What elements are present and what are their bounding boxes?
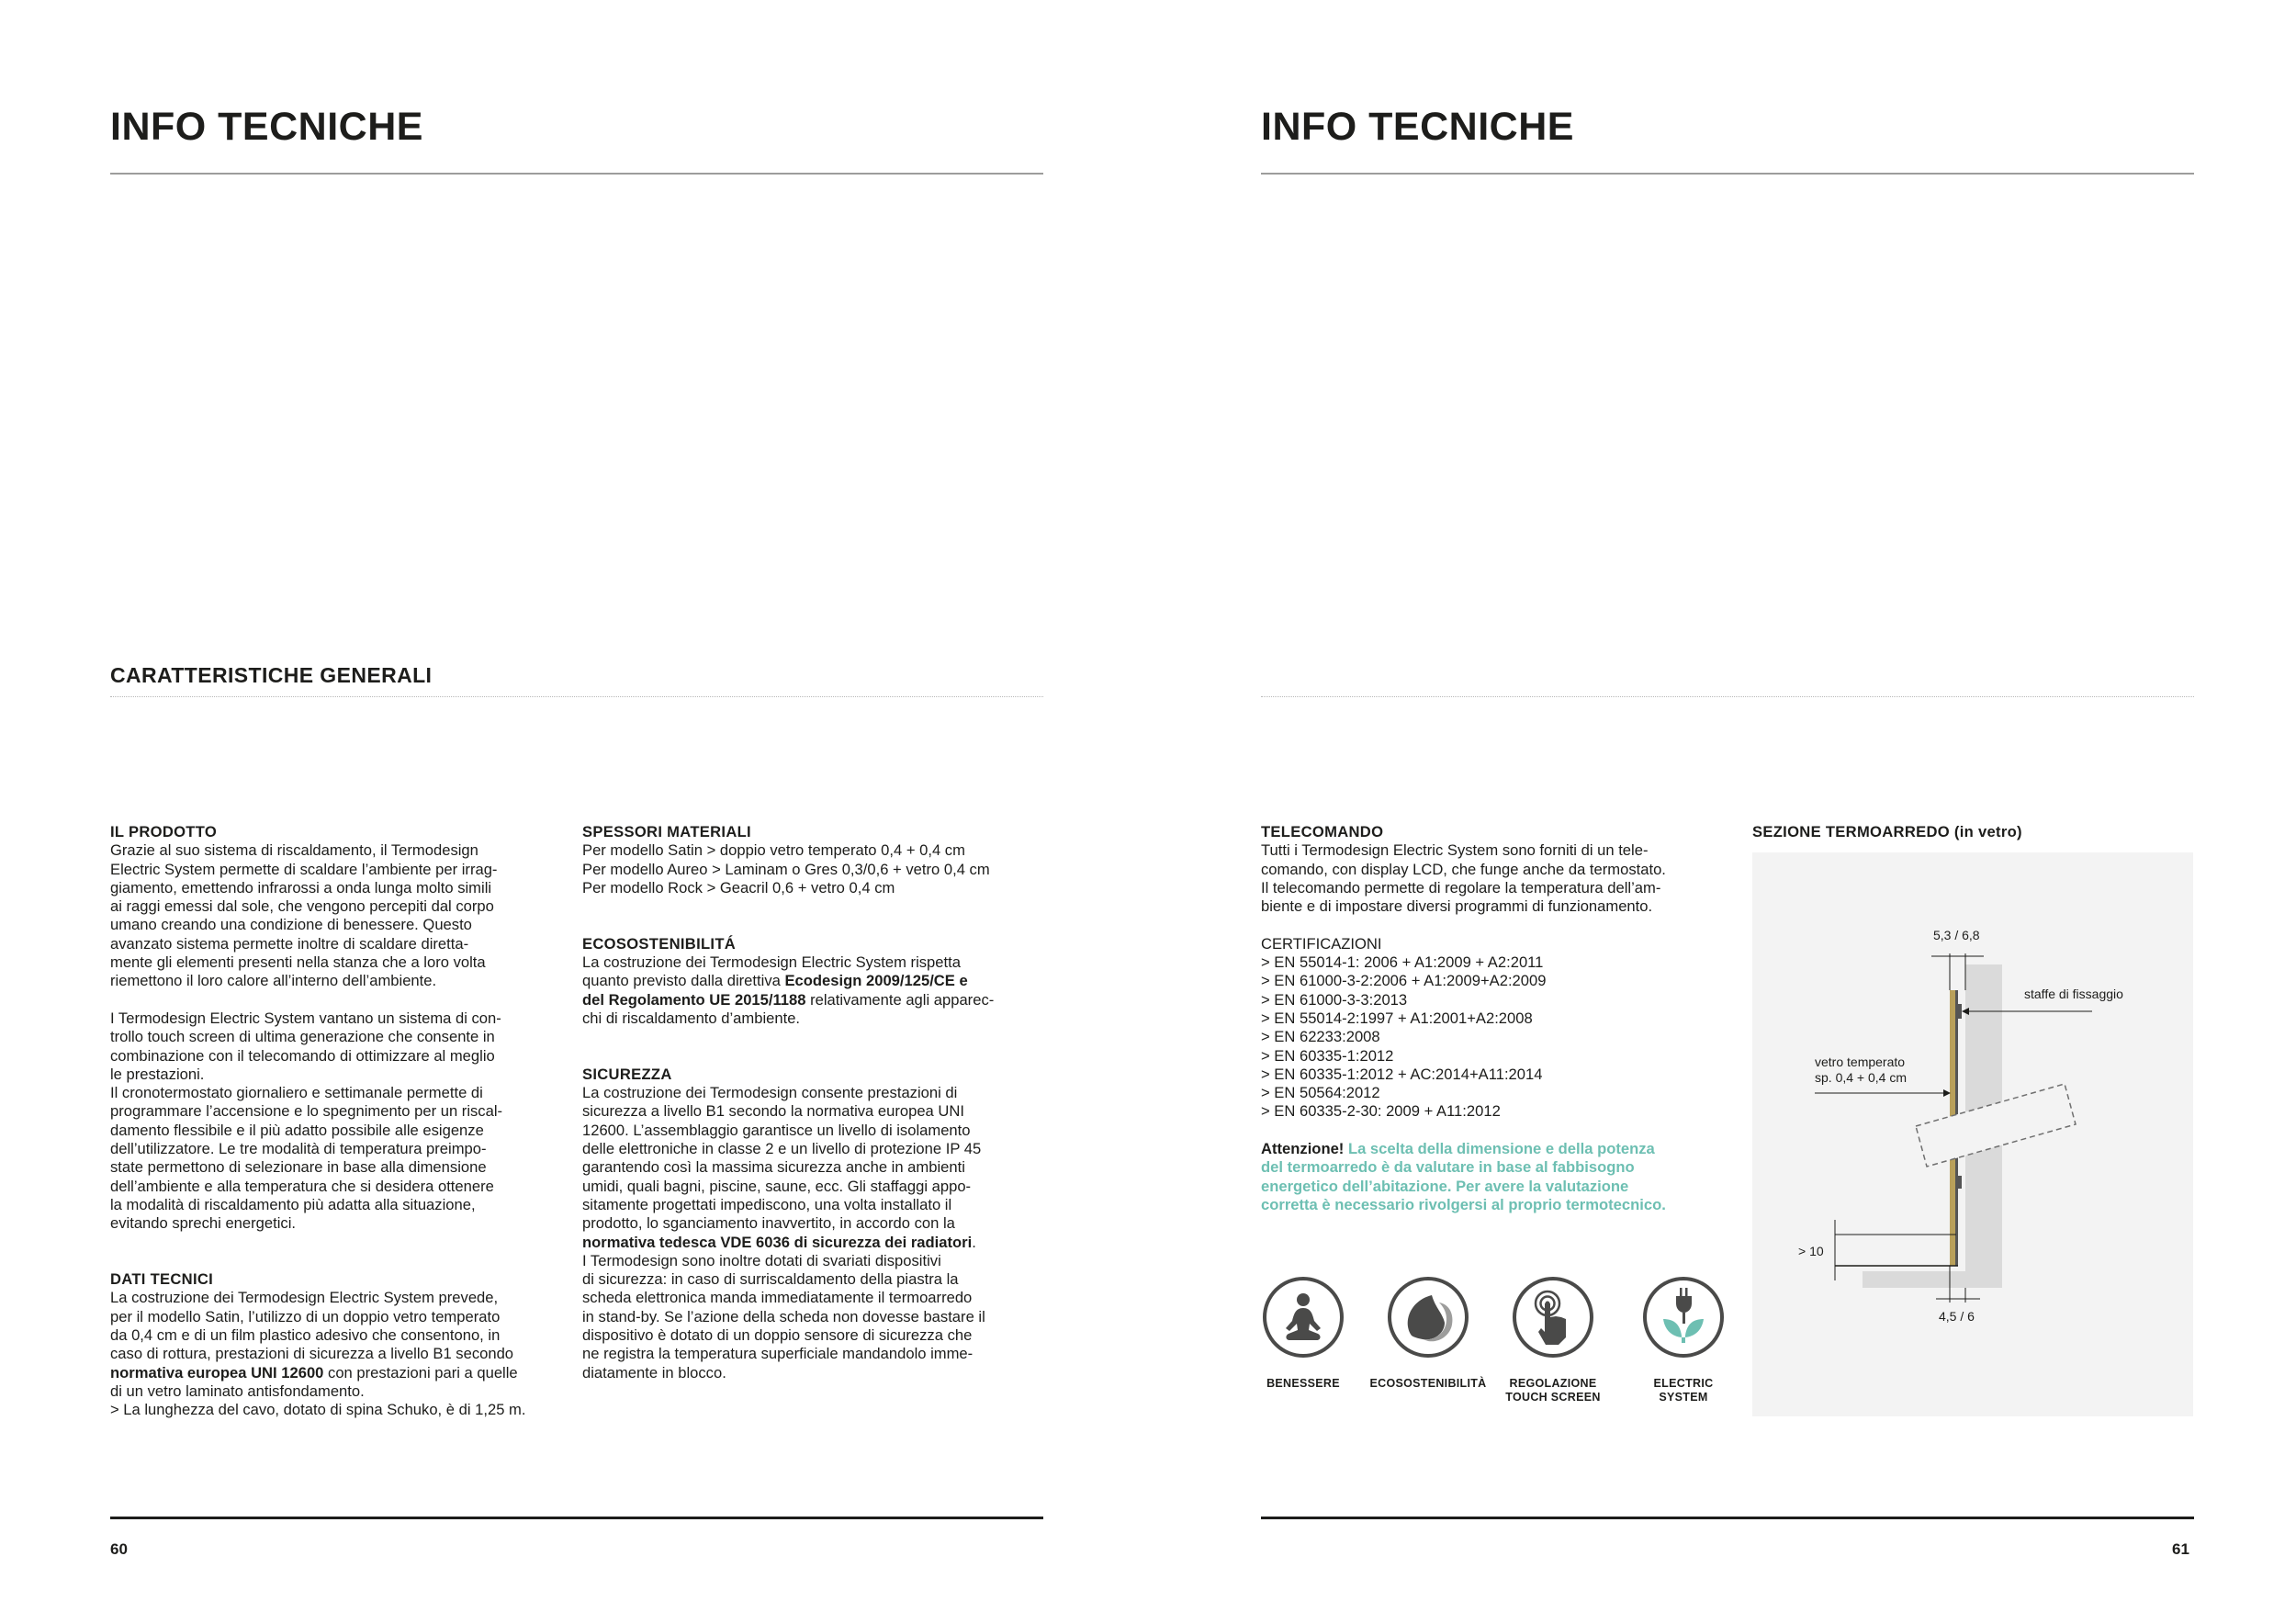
right-page-title: INFO TECNICHE [1261, 105, 1574, 149]
certification-item: > EN 61000-3-2:2006 + A1:2009+A2:2009 [1261, 972, 1547, 990]
column-materiali: SPESSORI MATERIALI Per modello Satin > doppio vetro temperato 0,4 + 0,4 cm Per modello Aureo > Laminam o Gres 0,3/0,6 + vetro 0,4 cm Per modello Rock > Geacril 0,6 + vetro 0,4 cm ECOSOSTENIBILITÁ La costruzione dei Termodesign Electric System rispetta quanto previsto dalla direttiva Ecodesign 2009/125/CE e del Regolamento UE 2015/1188 relativamente agli apparec- chi di riscaldamento d’ambiente. SICUREZZA La costruzione dei Termodesign consente prestazioni di sicurezza a livello B1 secondo la normativa europea UNI 12600. L’assemblaggio garantisce un livello di isolamento delle elettroniche in classe 2 e un livello di protezione IP 45 garantendo così la massima sicurezza anche in ambienti umidi, quali bagni, piscine, saune, ecc. Gli staffaggi appo- sitamente progettati impediscono, una volta installato il prodotto, lo sganciamento inavvertito, in accordo con la normativa tedesca VDE 6036 di sicurezza dei radiatori. I Termodesign sono inoltre dotati di svariati dispositivi di sicurezza: in caso di surriscaldamento della piastra la scheda elettronica manda immediatamente il termoarredo in stand-by. Se l’azione della scheda non dovesse bastare il dispositivo è dotato di un doppio sensore di sicurezza che ne registra la temperatura superficiale mandandolo imme- diatamente in blocco. [582, 823, 1051, 1382]
right-dotted-rule [1261, 696, 2194, 697]
vetro-label: vetro temperato sp. 0,4 + 0,4 cm [1815, 1054, 1907, 1085]
certification-item: > EN 55014-2:1997 + A1:2001+A2:2008 [1261, 1009, 1533, 1027]
meditation-icon [1261, 1275, 1345, 1359]
prodotto-paragraph-1: Grazie al suo sistema di riscaldamento, il Termodesign Electric System permette di scaldare l’ambiente per irrag- giamento, emettendo infrarossi a onda lunga molto simili ai raggi emessi dal sole, che vengono percepiti dal corpo umano creando una condizione di benessere. Questo avanzato sistema permette inoltre di scaldare diretta- mente gli elementi presenti nella stanza che a loro volta riemettono il loro calore all’interno dell’ambiente. [110, 841, 498, 990]
certification-item: > EN 61000-3-3:2013 [1261, 990, 1408, 1009]
certification-item: > EN 50564:2012 [1261, 1084, 1380, 1102]
icon-label-touch: REGOLAZIONE TOUCH SCREEN [1505, 1377, 1601, 1404]
icon-label-benessere: BENESSERE [1266, 1377, 1340, 1390]
column-telecomando: TELECOMANDO Tutti i Termodesign Electric System sono forniti di un tele- comando, con display LCD, che funge anche da termostato. Il telecomando permette di regolare la temperatura dell’am- biente e di impostare diversi programmi di funzionamento. CERTIFICAZIONI > EN 55014-1: 2006 + A1:2009 + A2:2011 > EN 61000-3-2:2006 + A1:2009+A2:2009 > EN 61000-3-3:2013 > EN 55014-2:1997 + A1:2001+A2:2008 > EN 62233:2008 > EN 60335-1:2012 > EN 60335-1:2012 + AC:2014+A11:2014 > EN 50564:2012 > EN 60335-2-30: 2009 + A11:2012 Attenzione! La scelta della dimensione e della potenza del termoarredo è da valutare in base al fabbisogno energetico dell’abitazione. Per avere la valutazione corretta è necessario rivolgersi al proprio termotecnico. [1261, 823, 1729, 1214]
section-title: CARATTERISTICHE GENERALI [110, 663, 433, 687]
heading-ecosostenibilita: ECOSOSTENIBILITÁ [582, 934, 737, 953]
heading-telecomando: TELECOMANDO [1261, 823, 1384, 840]
right-bottom-rule [1261, 1517, 2194, 1519]
heading-sicurezza: SICUREZZA [582, 1065, 672, 1083]
attention-note: Attenzione! La scelta della dimensione e della potenza del termoarredo è da valutare in base al fabbisogno energetico dell’abitazione. Per avere la valutazione corretta è necessario rivolgersi al proprio termotecnico. [1261, 1140, 1666, 1213]
certification-item: > EN 60335-1:2012 [1261, 1046, 1394, 1065]
certification-list [1261, 953, 1729, 1122]
heading-prodotto: IL PRODOTTO [110, 823, 218, 840]
dimension-bottom-label: 4,5 / 6 [1939, 1309, 1975, 1324]
prodotto-paragraph-2: I Termodesign Electric System vantano un sistema di con- trollo touch screen di ultima generazione che consente in combinazione con il telecomando di ottimizzare al meglio le prestazioni. Il cronotermostato giornaliero e settimanale permette di programmare l’accensione e lo spegnimento per un riscal- damento flessibile e il più adatto possibile alle esigenze dell’utilizzatore. Le tre modalità di temperatura preimpo- state permettono di selezionare in base alla dimensione dell’ambiente e alla temperatura che si desidera ottenere la modalità di riscaldamento più adatta alla situazione, evitando sprechi energetici. [110, 1009, 503, 1233]
icon-label-electric: ELECTRIC SYSTEM [1653, 1377, 1714, 1404]
heading-dati-tecnici: DATI TECNICI [110, 1270, 214, 1289]
certification-item: > EN 60335-2-30: 2009 + A11:2012 [1261, 1102, 1501, 1121]
staffe-label: staffe di fissaggio [2024, 987, 2123, 1001]
left-page-title: INFO TECNICHE [110, 105, 423, 149]
heading-sezione: SEZIONE TERMOARREDO (in vetro) [1752, 823, 2022, 840]
column-prodotto [110, 823, 569, 1420]
dimension-top-label: 5,3 / 6,8 [1933, 928, 1980, 942]
heading-certificazioni: CERTIFICAZIONI [1261, 934, 1382, 953]
leaf-icon [1386, 1275, 1470, 1359]
heading-spessori: SPESSORI MATERIALI [582, 823, 751, 840]
left-bottom-rule [110, 1517, 1043, 1519]
touch-icon [1511, 1275, 1595, 1359]
dimension-left-label: > 10 [1798, 1244, 1824, 1258]
certification-item: > EN 55014-1: 2006 + A1:2009 + A2:2011 [1261, 953, 1544, 972]
dati-tecnici-paragraph: La costruzione dei Termodesign Electric System prevede, per il modello Satin, l’utilizzo di un doppio vetro temperato da 0,4 cm e di un film plastico adesivo che consentono, in caso di rottura, prestazioni di sicurezza a livello B1 secondo normativa europea UNI 12600 con prestazioni pari a quelle di un vetro laminato antisfondamento. > La lunghezza del cavo, dotato di spina Schuko, è di 1,25 m. [110, 1289, 526, 1419]
left-dotted-rule [110, 696, 1043, 697]
plug-plant-icon [1641, 1275, 1726, 1359]
icon-label-ecosostenibilita: ECOSOSTENIBILITÀ [1369, 1377, 1487, 1390]
right-title-rule [1261, 173, 2194, 175]
certification-item: > EN 60335-1:2012 + AC:2014+A11:2014 [1261, 1065, 1543, 1083]
left-page-number: 60 [110, 1540, 128, 1558]
certification-item: > EN 62233:2008 [1261, 1028, 1380, 1046]
section-diagram [1752, 852, 2193, 1416]
right-page-number: 61 [2172, 1540, 2189, 1558]
left-title-rule [110, 173, 1043, 175]
